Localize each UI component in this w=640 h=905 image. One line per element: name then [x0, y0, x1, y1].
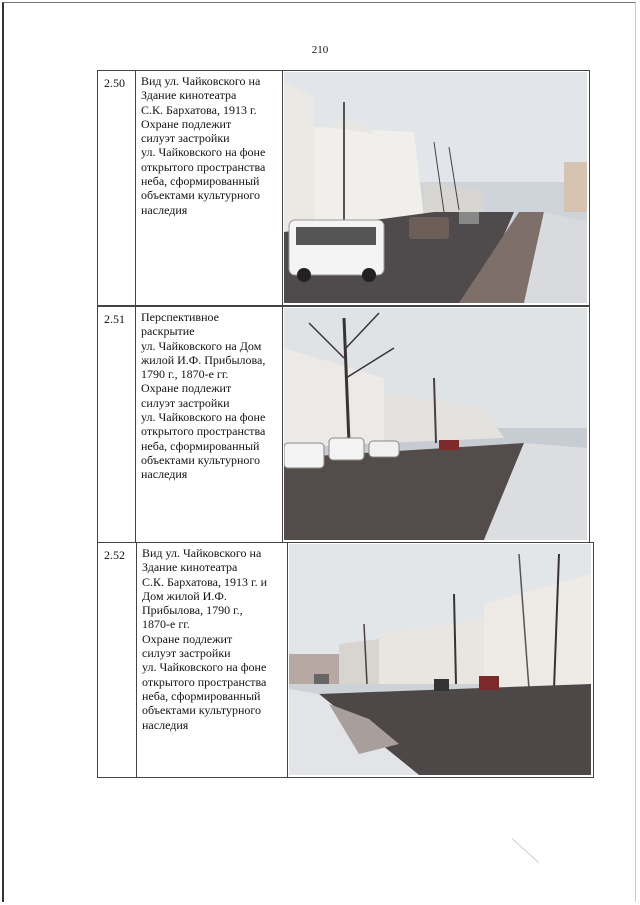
row-number: 2.51 [98, 307, 136, 543]
row-description: Перспективное раскрытие ул. Чайковского на Дом жилой И.Ф. Прибылова, 1790 г., 1870-е гг. Охране подлежит силуэт застройки ул. Чайковского на фоне открытого пространства неба, сформированный объектами культурного наследия [136, 307, 283, 543]
table-row [97, 70, 590, 306]
row-number: 2.52 [98, 543, 137, 778]
page-number: 210 [311, 44, 329, 56]
table-row [97, 306, 590, 543]
row-description: Вид ул. Чайковского на Здание кинотеатра С.К. Бархатова, 1913 г. Охране подлежит силуэт застройки ул. Чайковского на фоне открытого пространства неба, сформированный объектами культурного наследия [136, 71, 283, 306]
street-photo [283, 307, 590, 543]
row-number: 2.50 [98, 71, 136, 306]
table-row [97, 542, 594, 778]
street-photo [283, 71, 590, 306]
row-description: Вид ул. Чайковского на Здание кинотеатра С.К. Бархатова, 1913 г. и Дом жилой И.Ф. Прибылова, 1790 г., 1870-е гг. Охране подлежит силуэт застройки ул. Чайковского на фоне открытого пространства неба, сформированный объектами культурного наследия [137, 543, 288, 778]
street-photo [288, 543, 594, 778]
